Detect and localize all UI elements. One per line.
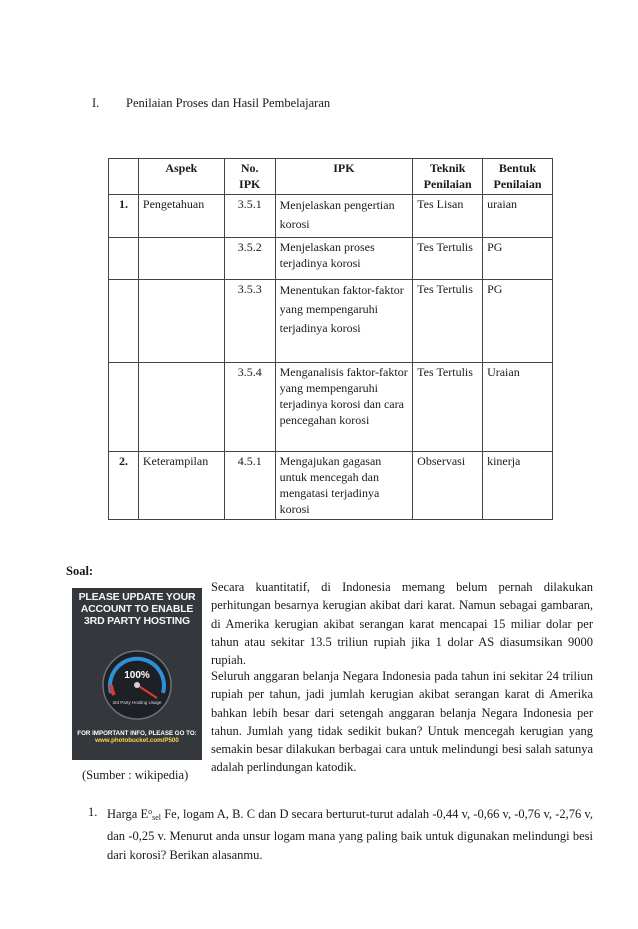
row-teknik: Tes Tertulis: [413, 280, 483, 363]
row-bentuk: kinerja: [483, 452, 553, 520]
gauge-icon: [100, 648, 174, 722]
image-headline: PLEASE UPDATE YOUR ACCOUNT TO ENABLE 3RD PARTY HOSTING: [78, 591, 196, 627]
question-text-block: [107, 803, 593, 864]
row-teknik: Tes Lisan: [413, 195, 483, 238]
table-row: [109, 280, 553, 363]
row-ipk: Menganalisis faktor-faktor yang mempengaruhi terjadinya korosi dan cara pencegahan korosi: [275, 363, 413, 452]
row-ipk: Mengajukan gagasan untuk mencegah dan mengatasi terjadinya korosi: [275, 452, 413, 520]
question-number: 1.: [88, 805, 98, 819]
section-heading: [92, 96, 330, 111]
image-caption: (Sumber : wikipedia): [82, 768, 189, 782]
image-footer-line: FOR IMPORTANT INFO, PLEASE GO TO:: [77, 730, 197, 737]
row-bentuk: PG: [483, 280, 553, 363]
row-number: [109, 238, 139, 280]
row-bentuk: uraian: [483, 195, 553, 238]
row-aspek: [138, 280, 224, 363]
question-subscript: sel: [152, 813, 162, 822]
row-no-ipk: 3.5.2: [224, 238, 275, 280]
question-prefix: Harga E: [107, 807, 149, 821]
header-ipk: IPK: [275, 159, 413, 195]
table-row: [109, 363, 553, 452]
placeholder-image: [72, 588, 202, 760]
row-bentuk: PG: [483, 238, 553, 280]
row-bentuk: Uraian: [483, 363, 553, 452]
row-number: [109, 363, 139, 452]
assessment-table: [108, 158, 553, 520]
row-number: [109, 280, 139, 363]
row-ipk: Menentukan faktor-faktor yang mempengaruhi terjadinya korosi: [275, 280, 413, 363]
section-title: Penilaian Proses dan Hasil Pembelajaran: [126, 96, 331, 110]
soal-label: Soal:: [66, 564, 94, 578]
table-header-row: [109, 159, 553, 195]
row-number: 1.: [109, 195, 139, 238]
table-row: [109, 238, 553, 280]
row-aspek: [138, 363, 224, 452]
gauge-label: 3rd Party Hosting Usage: [112, 700, 162, 705]
gauge-value: 100%: [124, 670, 150, 681]
row-ipk: Menjelaskan pengertian korosi: [275, 195, 413, 238]
header-bentuk: Bentuk Penilaian: [483, 159, 553, 195]
row-aspek: Keterampilan: [138, 452, 224, 520]
row-teknik: Observasi: [413, 452, 483, 520]
header-no-ipk: No. IPK: [224, 159, 275, 195]
row-ipk: Menjelaskan proses terjadinya korosi: [275, 238, 413, 280]
section-number: I.: [92, 96, 100, 110]
row-aspek: [138, 238, 224, 280]
row-no-ipk: 3.5.4: [224, 363, 275, 452]
question-text: Fe, logam A, B. C dan D secara berturut-turut adalah -0,44 v, -0,66 v, -0,76 v, -2,76 v, dan -0,25 v. Menurut anda unsur logam mana yang paling baik untuk digunakan melindungi besi dari korosi? Berikan alasanmu.: [107, 807, 593, 862]
row-number: 2.: [109, 452, 139, 520]
soal-paragraph-2: Seluruh anggaran belanja Negara Indonesia pada tahun ini sekitar 24 triliun rupiah per tahun, jadi jumlah kerugian akibat serangan karat di Amerika bahkan lebih besar dari setengah anggaran belanja Negara Indonesia per tahun. Jumlah yang tidak sedikit bukan? Untuk mencegah kerugian yang semakin besar dilakukan berbagai cara untuk melindungi besi salah satunya adalah perlindungan katodik.: [211, 669, 593, 775]
row-teknik: Tes Tertulis: [413, 238, 483, 280]
row-no-ipk: 3.5.3: [224, 280, 275, 363]
image-footer: [72, 730, 202, 744]
soal-paragraph-1: Secara kuantitatif, di Indonesia memang belum pernah dilakukan perhitungan besarnya kerugian akibat dari karat. Namun sebagai gambaran, di Amerika kerugian akibat serangan karat mencapai 15 miliar dolar per tahun atau sekitar 13.5 triliun rupiah jika 1 dolar AS diasumsikan 9000 rupiah.: [211, 580, 593, 668]
table-row: [109, 195, 553, 238]
row-no-ipk: 4.5.1: [224, 452, 275, 520]
row-no-ipk: 3.5.1: [224, 195, 275, 238]
row-aspek: Pengetahuan: [138, 195, 224, 238]
question-superscript: o: [148, 807, 153, 816]
header-teknik: Teknik Penilaian: [413, 159, 483, 195]
question-item: [88, 803, 593, 864]
row-teknik: Tes Tertulis: [413, 363, 483, 452]
header-aspek: Aspek: [138, 159, 224, 195]
image-footer-url[interactable]: www.photobucket.com/P500: [95, 737, 179, 744]
header-empty: [109, 159, 139, 195]
table-row: [109, 452, 553, 520]
